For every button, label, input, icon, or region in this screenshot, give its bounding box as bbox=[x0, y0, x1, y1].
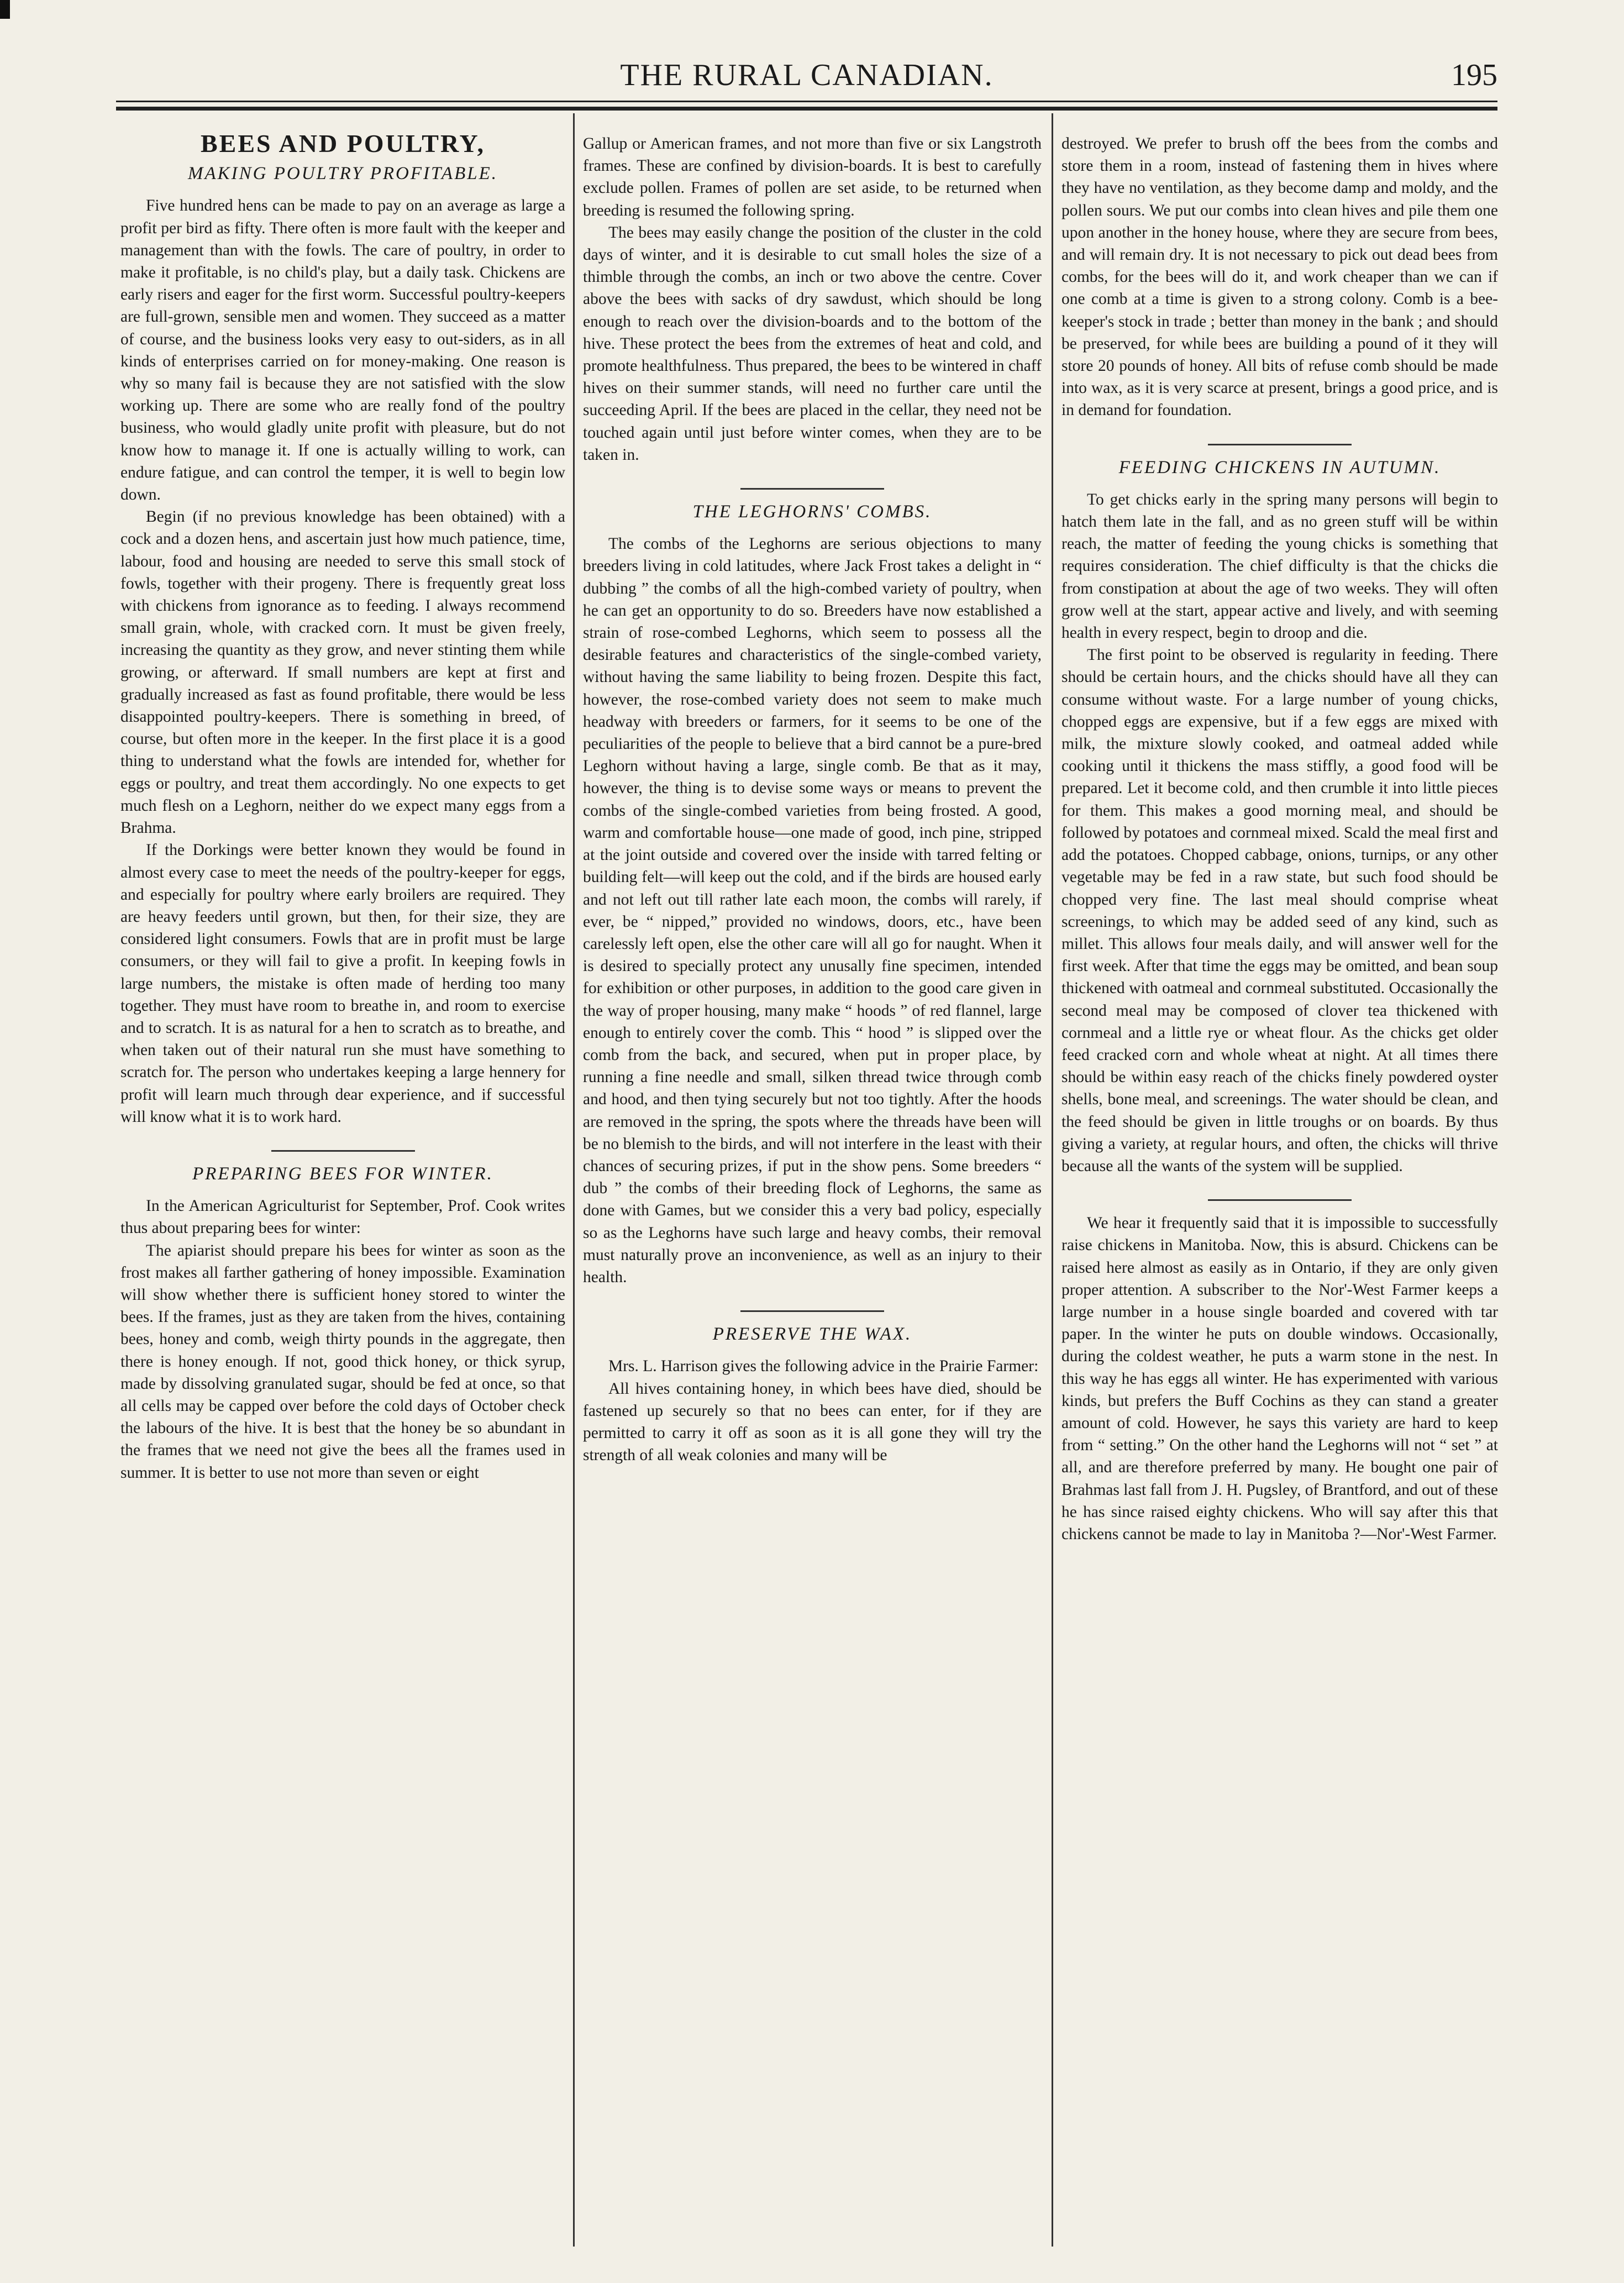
paragraph: The bees may easily change the position of the cluster in the cold days of winter, and it is desirable to cut small holes the size of a thimble through the combs, an inch or two above the centre. Cover above the bees with sacks of dry sawdust, which should be long enough to reach over the division-boards and to the bottom of the hive. These protect the bees from the extremes of heat and cold, and promote healthfulness. Thus prepared, the bees to be wintered in chaff hives on their summer stands, will need no further care until the succeeding April. If the bees are placed in the cellar, they need not be touched again until just before winter comes, when they are to be taken in. bbox=[583, 223, 1042, 464]
paragraph: If the Dorkings were better known they would be found in almost every case to meet the needs of the poultry-keeper for eggs, and especially for poultry where early broilers are required. They are heavy feeders until grown, but then, for their size, they are considered light consumers. Fowls that are in profit must be large consumers, or they will fail to give a profit. In keeping fowls in large numbers, the mistake is often made of herding too many together. They must have room to breathe in, and room to exercise and to scratch. It is as natural for a hen to scratch as to breathe, and when taken out of their natural run she must have something to scratch for. The person who undertakes keeping a large hennery for profit will learn much through dear experience, and if successful will know what it is to work hard. bbox=[120, 841, 565, 1126]
paragraph: We hear it frequently said that it is impossible to successfully raise chickens in Manitoba. Now, this is absurd. Chickens can be raised here almost as easily as in Ontario, if they are only given proper attention. A subscriber to the Nor'-West Farmer keeps a large number in a house single boarded and covered with tar paper. In the winter he puts on double windows. Occasionally, during the coldest weather, he puts a warm stone in the nest. In this way he has eggs all winter. He has experimented with various kinds, but prefers the Buff Cochins as they can stand a greater amount of cold. However, he says this variety are hard to keep from “ setting.” On the other hand the Leghorns will not “ set ” at all, and are therefore preferred by many. He bought one pair of Brahmas last fall from J. H. Pugsley, of Brantford, and out of these he has since raised eighty chickens. Who will say after this that chickens cannot be made to lay in Manitoba ?—Nor'-West Farmer. bbox=[1061, 1214, 1498, 1543]
section-divider bbox=[1208, 1199, 1352, 1201]
paragraph: To get chicks early in the spring many persons will begin to hatch them late in the fall, and as no green stuff will be within reach, the matter of feeding the young chicks is something that requires consideration. The chief difficulty is that the chicks die from constipation at about the age of two weeks. They will often grow well at the start, appear active and lively, and with seeming health in every respect, begin to droop and die. bbox=[1061, 490, 1498, 642]
section-divider bbox=[271, 1150, 415, 1152]
header-rule-bottom bbox=[116, 107, 1497, 111]
header-rule-top bbox=[116, 101, 1497, 102]
paragraph: In the American Agriculturist for September, Prof. Cook writes thus about preparing bees for winter: bbox=[120, 1197, 565, 1237]
paragraph: Gallup or American frames, and not more than five or six Langstroth frames. These are confined by division-boards. It is best to carefully exclude pollen. Frames of pollen are set aside, to be returned when breeding is resumed the following spring. bbox=[583, 135, 1042, 219]
article-heading-preparing-bees: PREPARING BEES FOR WINTER. bbox=[192, 1163, 493, 1184]
paragraph: Five hundred hens can be made to pay on an average as large a profit per bird as fifty. There often is more fault with the keeper and management than with the fowls. The care of poultry, in order to make it profitable, is no child's play, but a daily task. Chickens are early risers and eager for the first worm. Successful poultry-keepers are full-grown, sensible men and women. They succeed as a matter of course, and the business looks very easy to out-siders, as in all kinds of enterprises carried on for money-making. One reason is why so many fail is because they are not satisfied with the slow working up. There are some who are really fond of the poultry business, who would gladly unite profit with pleasure, but do not know how to manage it. If one is actually willing to work, can endure fatigue, and can control the temper, it is well to begin low down. bbox=[120, 197, 565, 504]
article-heading-feeding-chickens: FEEDING CHICKENS IN AUTUMN. bbox=[1118, 457, 1441, 477]
column-divider-1 bbox=[573, 113, 575, 2247]
section-divider bbox=[740, 1310, 884, 1312]
paragraph: The apiarist should prepare his bees for winter as soon as the frost makes all farther gathering of honey impossible. Examination will show whether there is sufficient honey stored to winter the bees. If the frames, just as they are taken from the hives, containing bees, honey and comb, weigh thirty pounds in the aggregate, then there is honey enough. If not, good thick honey, or thick syrup, made by dissolving granulated sugar, should be fed at once, so that all cells may be capped over before the cold days of October check the labours of the hive. It is best that the honey be so abundant in the frames that we need not give the bees all the frames used in summer. It is better to use not more than seven or eight bbox=[120, 1241, 565, 1482]
paragraph: The first point to be observed is regularity in feeding. There should be certain hours, and the chicks should have all they can consume without waste. For a large number of young chicks, chopped eggs are expensive, but if a few eggs are mixed with milk, the mixture slowly cooked, and oatmeal added while cooking until it thickens the mass stiffly, a good food will be prepared. Let it become cold, and then crumble it into little pieces for them. This makes a good morning meal, and should be followed by potatoes and cornmeal mixed. Scald the meal first and add the potatoes. Chopped cabbage, onions, turnips, or any other vegetable may be fed in a raw state, but such food should be chopped very fine. The last meal should comprise wheat screenings, to which may be added seed of any kind, such as millet. This allows four meals daily, and will answer well for the first week. After that time the eggs may be omitted, and bean soup thickened with oatmeal and cornmeal substituted. Occasionally the second meal may be composed of clover tea thickened with cornmeal and a little rye or wheat flour. As the chicks get older feed cracked corn and whole wheat at night. At all times there should be within easy reach of the chicks finely powdered oyster shells, bone meal, and screenings. The water should be clean, and the feed should be given in little troughs or on boards. By thus giving a variety, at regular hours, and often, the chicks will thrive because all the wants of the system will be supplied. bbox=[1061, 646, 1498, 1175]
article-heading-leghorns-combs: THE LEGHORNS' COMBS. bbox=[692, 502, 932, 522]
paragraph: destroyed. We prefer to brush off the bees from the combs and store them in a room, instead of fastening them in hives where they have no ventilation, as they become damp and moldy, and the pollen sours. We put our combs into clean hives and pile them one upon another in the honey house, where they are secure from bees, and will remain dry. It is not necessary to pick out dead bees from combs, for the bees will do it, and work cheaper than we can if one comb at a time is given to a strong colony. Comb is a bee-keeper's stock in trade ; better than money in the bank ; and should be preserved, for while bees are building a pound of it they will store 20 pounds of honey. All bits of refuse comb should be made into wax, as it is very scarce at present, brings a good price, and is in demand for foundation. bbox=[1061, 135, 1498, 419]
paragraph: The combs of the Leghorns are serious objections to many breeders living in cold latitudes, where Jack Frost takes a delight in “ dubbing ” the combs of all the high-combed variety of poultry, when he can get an opportunity to do so. Breeders have now established a strain of rose-combed Leghorns, which seem to possess all the desirable features and characteristics of the single-combed variety, without having the same liability to being frozen. Despite this fact, however, the rose-combed variety does not seem to make much headway with breeders or farmers, for it seems to be one of the peculiarities of the people to believe that a bird cannot be a pure-bred Leghorn without having a large, single comb. Be that as it may, however, the thing is to devise some ways or means to prevent the combs of the single-combed varieties from being frosted. A good, warm and comfortable house—one made of good, inch pine, stripped at the joint outside and covered over the inside with tarred felting or building felt—will keep out the cold, and if the birds are housed early and not left out till rather late each moon, the combs will rarely, if ever, be “ nipped,” provided no windows, doors, etc., have been carelessly left open, else the other care will all go for naught. When it is desired to specially protect any unusally fine specimen, intended for exhibition or other purposes, in addition to the good care given in the way of proper housing, many make “ hoods ” of red flannel, large enough to entirely cover the comb. This “ hood ” is slipped over the comb from the back, and secured, when put in proper place, by running a fine needle and small, silken thread twice through comb and hood, and then tying securely but not too tightly. After the hoods are removed in the spring, the spots where the threads have been will be no blemish to the birds, and will not interfere in the least with their chances of securing prizes, if put in the show pens. Some breeders “ dub ” the combs of their breeding flock of Leghorns, the same as done with Games, but we consider this a very bad policy, especially so as the Leghorns have such large and heavy combs, their removal must naturally prove an inconvenience, as well as an injury to their health. bbox=[583, 535, 1042, 1286]
running-title: THE RURAL CANADIAN. bbox=[620, 58, 994, 92]
article-heading-poultry-profitable: MAKING POULTRY PROFITABLE. bbox=[187, 164, 498, 184]
section-title: BEES AND POULTRY, bbox=[200, 133, 486, 158]
paragraph: Mrs. L. Harrison gives the following advice in the Prairie Farmer: bbox=[608, 1357, 1039, 1376]
column-2 bbox=[583, 133, 1042, 2211]
column-divider-2 bbox=[1052, 113, 1053, 2247]
section-divider bbox=[1208, 444, 1352, 445]
corner-ink-mark bbox=[0, 0, 10, 19]
article-heading-preserve-wax: PRESERVE THE WAX. bbox=[712, 1324, 912, 1345]
column-3 bbox=[1061, 133, 1498, 2211]
paragraph: Begin (if no previous knowledge has been obtained) with a cock and a dozen hens, and ascertain just how much patience, time, labour, food and housing are needed to serve this small stock of fowls, together with their progeny. There is frequently great loss with chickens from ignorance as to feeding. I always recommend small grain, whole, with cracked corn. It must be given freely, increasing the quantity as they grow, and never stinting them while growing, or afterward. If small numbers are kept at first and gradually increased as fast as found profitable, there would be less disappointed poultry-keepers. There is something in breed, of course, but often more in the keeper. In the first place it is a good thing to understand what the fowls are intended for, whether for eggs or poultry, and treat them accordingly. No one expects to get much flesh on a Leghorn, neither do we expect many eggs from a Brahma. bbox=[120, 508, 565, 837]
section-divider bbox=[740, 488, 884, 490]
page-number: 195 bbox=[1451, 58, 1497, 92]
column-1 bbox=[120, 133, 565, 2211]
page-header bbox=[116, 50, 1497, 94]
paragraph: All hives containing honey, in which bees have died, should be fastened up securely so that no bees can enter, for if they are permitted to carry it off as soon as it is all gone they will try the strength of all weak colonies and many will be bbox=[583, 1379, 1042, 1465]
